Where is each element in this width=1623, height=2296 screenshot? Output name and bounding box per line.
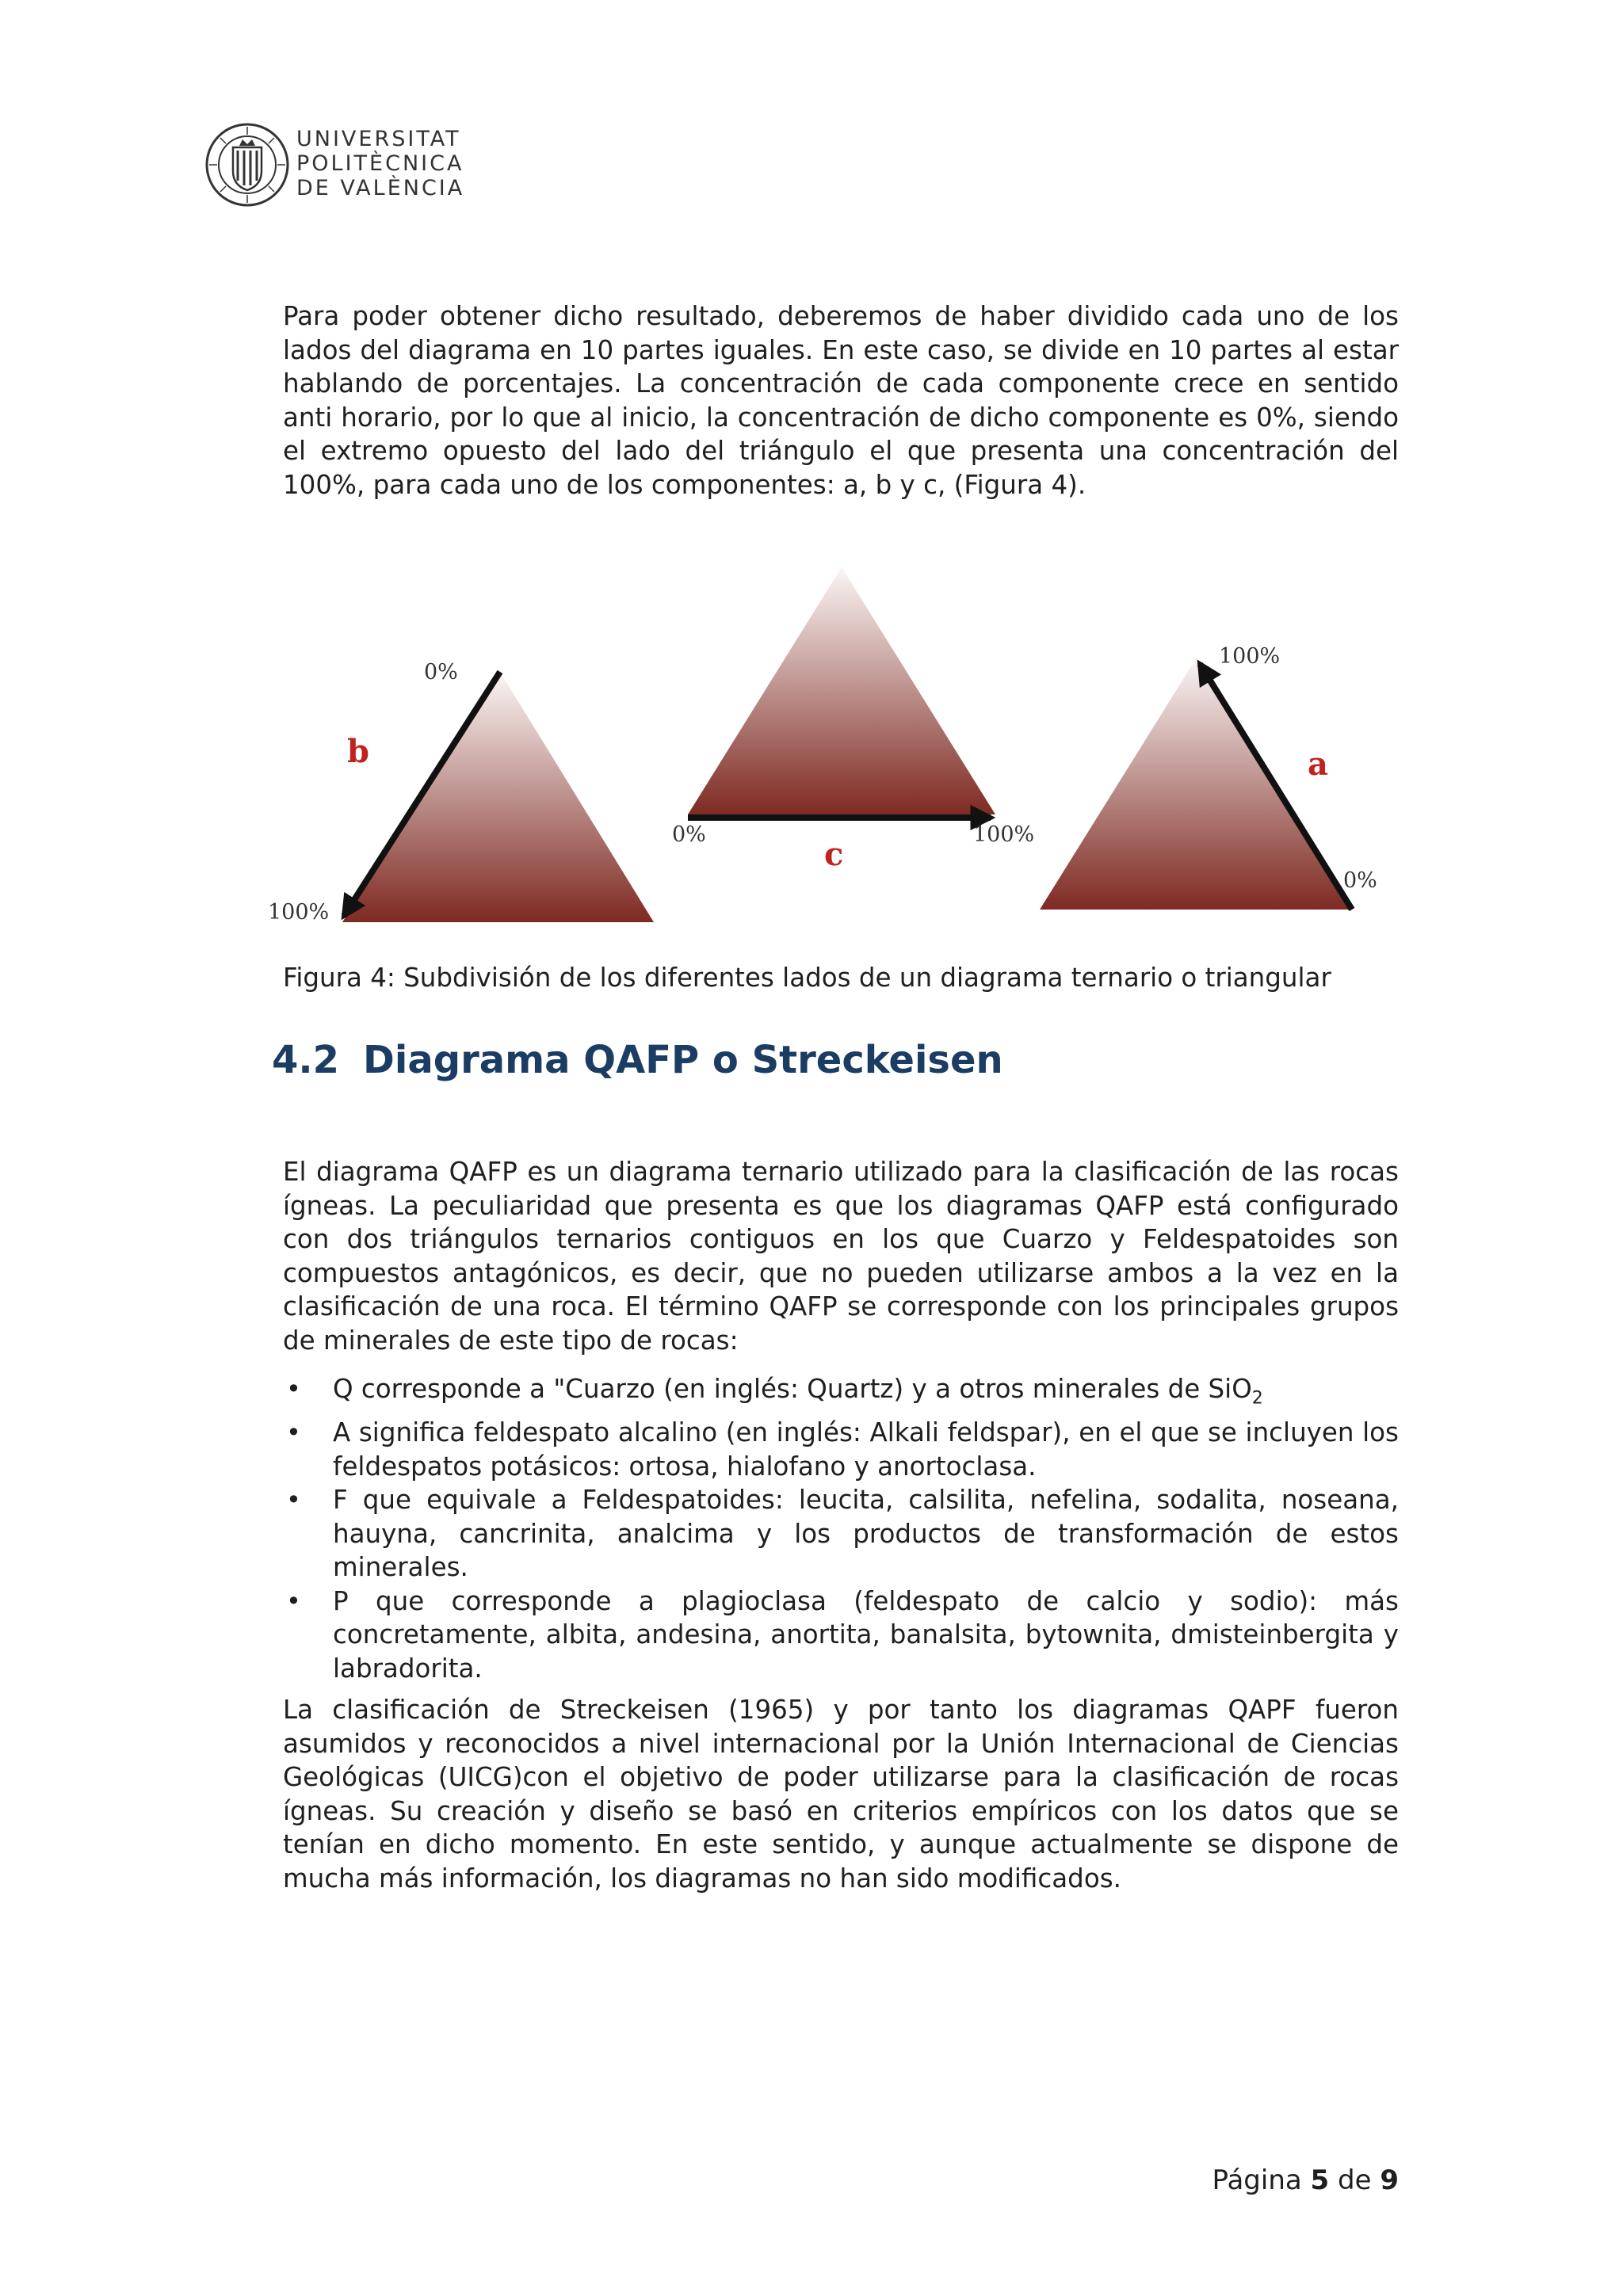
list-item-subscript: 2 bbox=[1251, 1388, 1263, 1409]
university-name-line-1: UNIVERSITAT bbox=[296, 127, 461, 151]
label-a-end: 0% bbox=[1343, 868, 1377, 893]
university-seal-icon bbox=[204, 122, 290, 208]
bullet-icon: • bbox=[286, 1417, 301, 1447]
intro-paragraph: Para poder obtener dicho resultado, deberemos de haber dividido cada uno de los lados del diagrama en 10 partes iguales. En este caso, se divide en 10 partes al estar hablando de porcentajes. La concentración de cada componente crece en sentido anti horario, por lo que al inicio, la concentración de dicho componente es 0%, siendo el extremo opuesto del lado del triángulo el que presenta una concentración del 100%, para cada uno de los componentes: a, b y c, (Figura 4). bbox=[283, 301, 1399, 500]
label-a-start: 100% bbox=[1219, 644, 1281, 669]
bullet-icon: • bbox=[286, 1374, 301, 1404]
ternary-subdivision-figure bbox=[262, 555, 1054, 935]
page-word: Página bbox=[1212, 2164, 1302, 2196]
label-a: a bbox=[1308, 746, 1328, 783]
list-item-text: F que equivale a Feldespatoides: leucita, calsilita, nefelina, sodalita, noseana, hauyna, cancrinita, analcima y los productos de transformación de estos minerales. bbox=[333, 1485, 1399, 1582]
page-number bbox=[1212, 2164, 1399, 2196]
university-name bbox=[296, 127, 464, 200]
page-current: 5 bbox=[1310, 2164, 1330, 2196]
triangle-a-shape bbox=[1040, 658, 1352, 910]
bullet-icon: • bbox=[286, 1585, 301, 1616]
label-b-end: 100% bbox=[268, 900, 330, 925]
list-item bbox=[283, 1483, 1399, 1585]
triangle-b bbox=[268, 660, 654, 925]
university-name-line-3: DE VALÈNCIA bbox=[296, 176, 465, 200]
figure-caption: Figura 4: Subdivisión de los diferentes lados de un diagrama ternario o triangular bbox=[283, 963, 1331, 993]
section-number: 4.2 bbox=[272, 1038, 340, 1082]
triangle-a-figure bbox=[1022, 555, 1403, 935]
qafp-paragraph: El diagrama QAFP es un diagrama ternario utilizado para la clasificación de las rocas ígneas. La peculiaridad que presenta es que los diagramas QAFP está configurado con dos triángulos ternarios contiguos en los que Cuarzo y Feldespatoides son compuestos antagónicos, es decir, que no pueden utilizarse ambos a la vez en la clasificación de una roca. El término QAFP se corresponde con los principales grupos de minerales de este tipo de rocas: bbox=[283, 1157, 1399, 1356]
triangle-a bbox=[1040, 644, 1377, 910]
list-item-text: Q corresponde a "Cuarzo (en inglés: Quartz) y a otros minerales de SiO bbox=[333, 1374, 1252, 1404]
triangle-c-shape bbox=[688, 567, 995, 814]
university-name-line-2: POLITÈCNICA bbox=[296, 151, 464, 176]
triangle-b-shape bbox=[342, 672, 654, 922]
list-item bbox=[283, 1372, 1399, 1416]
label-c: c bbox=[824, 836, 844, 873]
streckeisen-paragraph: La clasificación de Streckeisen (1965) y por tanto los diagramas QAPF fueron asumidos y reconocidos a nivel internacional por la Unión Internacional de Ciencias Geológicas (UICG)con el objetivo de poder utilizarse para la clasificación de rocas ígneas. Su creación y diseño se basó en criterios empíricos con los datos que se tenían en dicho momento. En este sentido, y aunque actualmente se dispone de mucha más información, los diagramas no han sido modificados. bbox=[283, 1695, 1399, 1894]
university-logo bbox=[204, 119, 466, 214]
list-item-text: A significa feldespato alcalino (en inglés: Alkali feldspar), en el que se incluyen los feldespatos potásicos: ortosa, hialofano y anortoclasa. bbox=[333, 1417, 1399, 1482]
mineral-groups-list bbox=[283, 1372, 1399, 1685]
label-b-start: 0% bbox=[424, 660, 458, 685]
section-title: Diagrama QAFP o Streckeisen bbox=[363, 1038, 1003, 1082]
section-heading bbox=[272, 1038, 1381, 1082]
bullet-icon: • bbox=[286, 1485, 301, 1515]
list-item bbox=[283, 1585, 1399, 1686]
label-b: b bbox=[347, 733, 369, 770]
triangle-c bbox=[672, 567, 1034, 873]
list-item-text: P que corresponde a plagioclasa (feldespato de calcio y sodio): más concretamente, albita, andesina, anortita, banalsita, bytownita, dmisteinbergita y labradorita. bbox=[333, 1585, 1399, 1684]
list-item bbox=[283, 1416, 1399, 1483]
page-total: 9 bbox=[1380, 2164, 1399, 2196]
label-c-start: 0% bbox=[672, 822, 706, 847]
label-c-end: 100% bbox=[973, 822, 1035, 847]
of-word: de bbox=[1338, 2164, 1372, 2196]
